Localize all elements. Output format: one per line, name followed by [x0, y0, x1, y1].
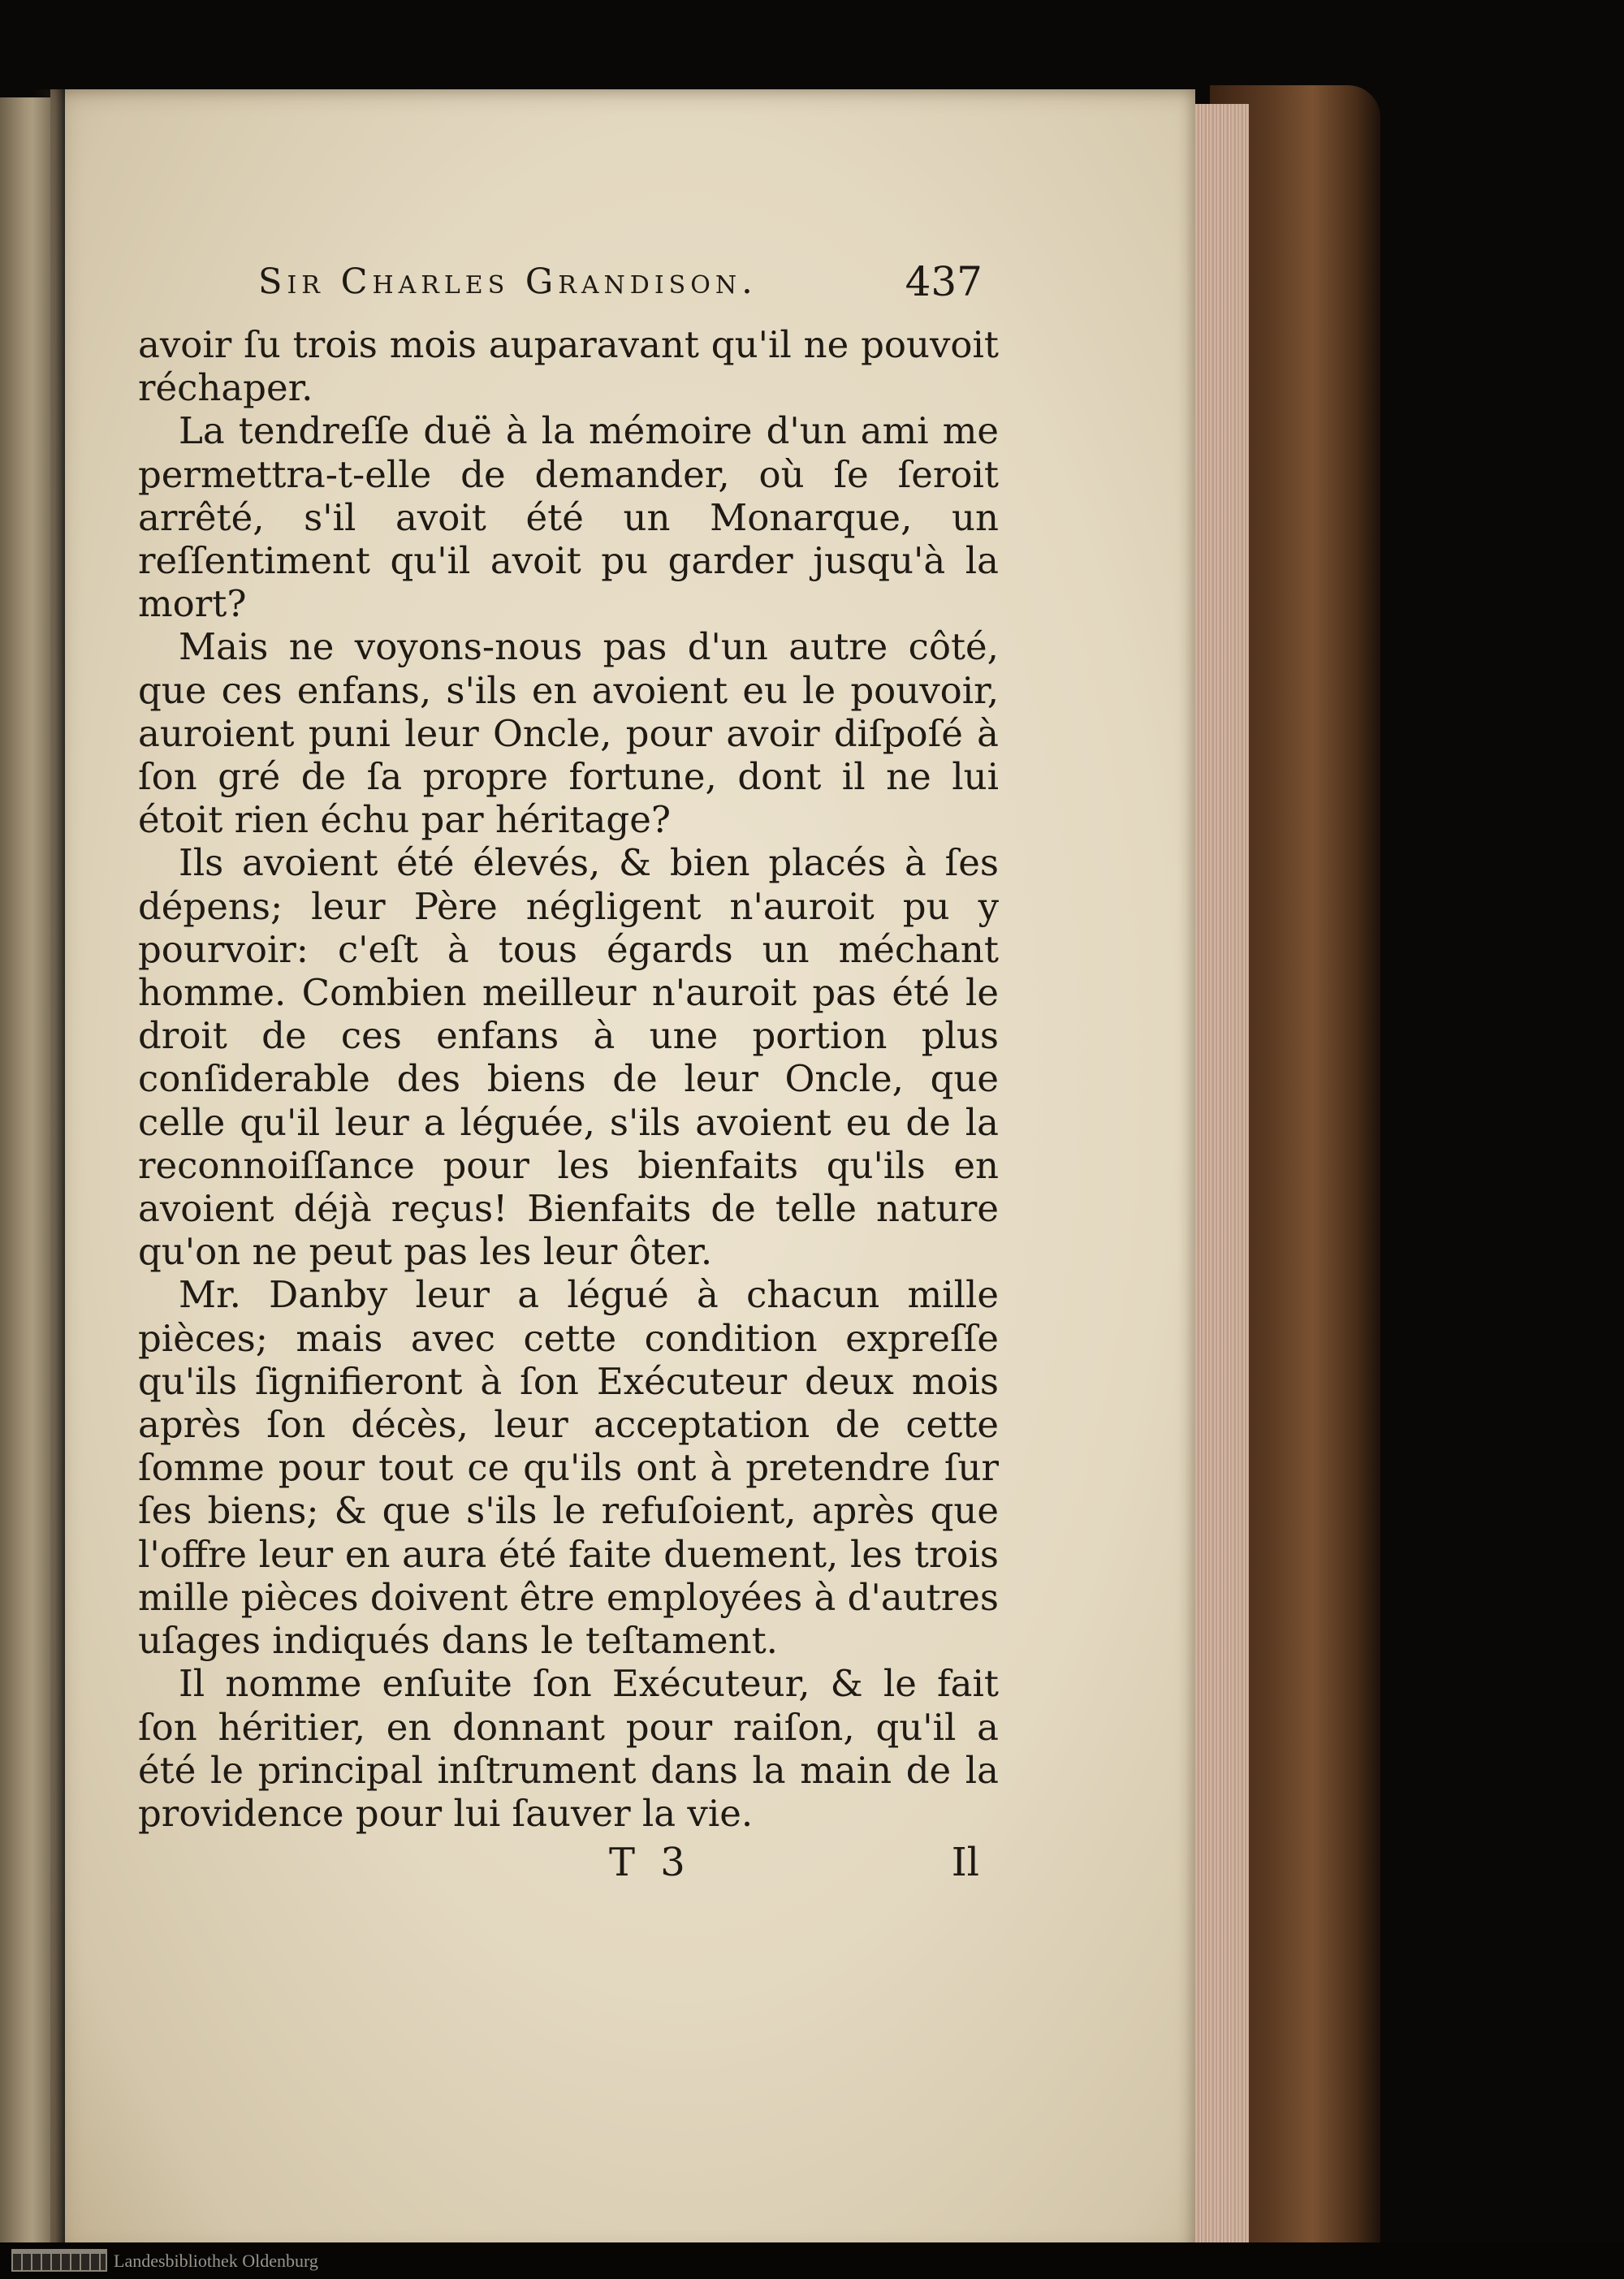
paragraph: avoir ſu trois mois auparavant qu'il ne pouvoit réchaper. — [138, 323, 999, 410]
text-block — [138, 258, 999, 1897]
paragraph: La tendreſſe duë à la mémoire d'un ami me permettra-t-elle de demander, où ſe ſeroit arrêté, s'il avoit été un Monarque, un reſſentiment qu'il avoit pu garder jusqu'à la mort? — [138, 409, 999, 626]
body-text — [138, 323, 999, 1835]
page-foot — [138, 1840, 999, 1897]
book-gutter — [32, 89, 65, 2265]
paragraph: Mr. Danby leur a légué à chacun mille pièces; mais avec cette condition expreſſe qu'ils ſignifieront à ſon Exécuteur deux mois après ſon décès, leur acceptation de cette ſomme pour tout ce qu'ils ont à pretendre ſur ſes biens; & que s'ils le refuſoient, après que l'offre leur en aura été faite duement, les trois mille pièces doivent être employées à d'autres uſages indiqués dans le teſtament. — [138, 1273, 999, 1663]
running-title: Sir Charles Grandison. — [258, 261, 758, 302]
library-building-icon — [11, 2249, 107, 2272]
paragraph: Il nomme enſuite ſon Exécuteur, & le fait ſon héritier, en donnant pour raiſon, qu'il a été le principal inſtrument dans la main de la providence pour lui ſauver la vie. — [138, 1662, 999, 1835]
running-head — [138, 258, 999, 323]
library-footer — [0, 2242, 1624, 2279]
paragraph: Ils avoient été élevés, & bien placés à ſes dépens; leur Père négligent n'auroit pu y pourvoir: c'eſt à tous égards un méchant homme. Combien meilleur n'auroit pas été le droit de ces enfans à une portion plus conſiderable des biens de leur Oncle, que celle qu'il leur a léguée, s'ils avoient eu de la reconnoiſſance pour les bienfaits qu'ils en avoient déjà reçus! Bienfaits de telle nature qu'on ne peut pas les leur ôter. — [138, 841, 999, 1274]
library-name: Landesbibliothek Oldenburg — [114, 2251, 318, 2271]
catchword: Il — [951, 1840, 979, 1886]
page-edges — [1192, 104, 1249, 2247]
signature-mark: T 3 — [609, 1840, 692, 1886]
paragraph: Mais ne voyons-nous pas d'un autre côté, que ces enfans, s'ils en avoient eu le pouvoir, auroient puni leur Oncle, pour avoir diſpoſé à ſon gré de ſa propre fortune, dont il ne lui étoit rien échu par héritage? — [138, 625, 999, 842]
page-number: 437 — [905, 258, 983, 305]
